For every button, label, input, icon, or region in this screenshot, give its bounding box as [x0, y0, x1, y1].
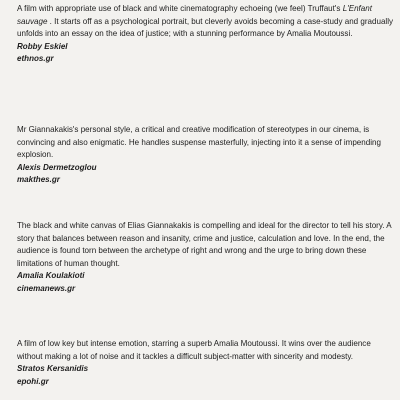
review-author: Stratos Kersanidis — [17, 364, 89, 374]
review-author: Alexis Dermetzoglou — [17, 162, 97, 172]
film-title: L'Enfant sauvage — [17, 4, 372, 26]
review-author: Amalia Koulakioti — [17, 271, 85, 281]
review-ethnos — [17, 3, 397, 66]
review-text-after: . It starts off as a psychological portrait, but cleverly avoids becoming a case-study and gradually unfolds into an essay on the idea of justice; with a stunning performance by Amalia Moutoussi. — [17, 16, 394, 39]
review-text: Mr Giannakakis's personal style, a critical and creative modification of stereotypes in our cinema, is convincing and also enigmatic. He handles suspense masterfully, injecting into it a sense of impending explosion. — [17, 125, 381, 160]
review-outlet: makthes.gr — [17, 175, 60, 185]
review-cinemanews — [17, 220, 397, 296]
review-text: A film of low key but intense emotion, starring a superb Amalia Moutoussi. It wins over the audience without making a lot of noise and it tackles a difficult subject-matter with sincerity and modesty. — [17, 339, 371, 361]
review-outlet: cinemanews.gr — [17, 283, 76, 293]
review-text: The black and white canvas of Elias Giannakakis is compelling and ideal for the director to tell his story. A story that balances between reason and insanity, crime and justice, calculation and love. In the end, the audience is found torn between the archetype of right and wrong and the urge to bring down these limitations of human thought. — [17, 221, 392, 268]
review-makthes — [17, 124, 397, 187]
review-outlet: ethnos.gr — [17, 54, 54, 64]
review-epohi — [17, 338, 397, 388]
review-author: Robby Eskiel — [17, 41, 68, 51]
review-text-before: A film with appropriate use of black and white cinematography echoeing (we feel) Truffaut's — [17, 4, 343, 13]
review-text — [17, 3, 397, 41]
review-outlet: epohi.gr — [17, 376, 49, 386]
